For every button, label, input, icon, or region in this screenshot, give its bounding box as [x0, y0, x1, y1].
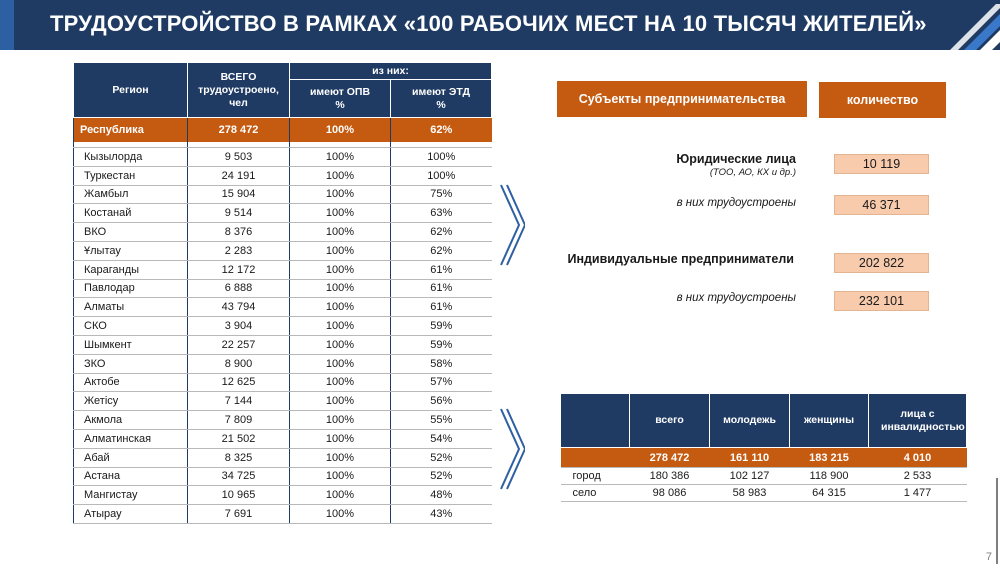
stats-row-label: село	[561, 485, 630, 502]
region-opv: 100%	[290, 411, 391, 430]
table-row	[74, 241, 492, 260]
region-name: Павлодар	[74, 279, 188, 298]
region-etd: 56%	[391, 392, 492, 411]
table-row	[74, 260, 492, 279]
region-total: 34 725	[188, 467, 290, 486]
stats-header-women: женщины	[790, 394, 869, 448]
region-total: 7 144	[188, 392, 290, 411]
total-row-republic	[74, 118, 492, 142]
stats-total-women: 183 215	[790, 448, 869, 468]
table-row	[74, 148, 492, 167]
region-name: Акмола	[74, 411, 188, 430]
header-opv: имеют ОПВ %	[290, 80, 391, 118]
stats-header-blank	[561, 394, 630, 448]
legal-employed-label: в них трудоустроены	[676, 197, 796, 209]
count-header: количество	[819, 82, 946, 118]
individual-entrepreneurs-label: Индивидуальные предприниматели	[567, 252, 794, 266]
stats-row-disabled: 1 477	[869, 485, 967, 502]
legal-entities-note: (ТОО, АО, КХ и др.)	[709, 167, 796, 178]
region-total: 9 514	[188, 204, 290, 223]
table-row	[74, 486, 492, 505]
region-name: ЗКО	[74, 354, 188, 373]
table-row	[74, 185, 492, 204]
stats-total-youth: 161 110	[710, 448, 790, 468]
region-opv: 100%	[290, 148, 391, 167]
chevron-right-icon	[499, 183, 525, 267]
region-etd: 59%	[391, 335, 492, 354]
region-opv: 100%	[290, 260, 391, 279]
region-name: Астана	[74, 467, 188, 486]
region-etd: 58%	[391, 354, 492, 373]
region-total: 6 888	[188, 279, 290, 298]
total-region-total: 278 472	[188, 118, 290, 142]
header-region: Регион	[74, 63, 188, 118]
page-title: ТРУДОУСТРОЙСТВО В РАМКАХ «100 РАБОЧИХ МЕСТ НА 10 ТЫСЯЧ ЖИТЕЛЕЙ»	[50, 11, 927, 36]
table-row	[74, 317, 492, 336]
region-etd: 62%	[391, 223, 492, 242]
region-total: 12 172	[188, 260, 290, 279]
total-region-name: Республика	[74, 118, 188, 142]
region-opv: 100%	[290, 467, 391, 486]
region-etd: 61%	[391, 279, 492, 298]
table-row	[74, 411, 492, 430]
region-etd: 59%	[391, 317, 492, 336]
table-row	[74, 448, 492, 467]
table-row	[74, 166, 492, 185]
region-name: Жамбыл	[74, 185, 188, 204]
table-row	[74, 505, 492, 524]
region-opv: 100%	[290, 354, 391, 373]
region-opv: 100%	[290, 429, 391, 448]
region-total: 7 691	[188, 505, 290, 524]
table-row	[74, 298, 492, 317]
individual-employed-label: в них трудоустроены	[676, 292, 796, 304]
table-row	[74, 467, 492, 486]
stats-total-total: 278 472	[630, 448, 710, 468]
region-etd: 57%	[391, 373, 492, 392]
individual-employed-count: 232 101	[834, 291, 929, 311]
region-name: ВКО	[74, 223, 188, 242]
region-opv: 100%	[290, 241, 391, 260]
region-name: Туркестан	[74, 166, 188, 185]
region-opv: 100%	[290, 317, 391, 336]
total-region-etd: 62%	[391, 118, 492, 142]
stats-header-disabled: лица с инвалидностью	[869, 394, 967, 448]
region-opv: 100%	[290, 279, 391, 298]
region-etd: 62%	[391, 241, 492, 260]
region-total: 24 191	[188, 166, 290, 185]
stats-total-label	[561, 448, 630, 468]
stats-row-total: 180 386	[630, 468, 710, 485]
region-opv: 100%	[290, 373, 391, 392]
legal-entities-label	[560, 152, 796, 178]
region-opv: 100%	[290, 505, 391, 524]
table-row	[74, 223, 492, 242]
region-total: 21 502	[188, 429, 290, 448]
stats-row-total: 98 086	[630, 485, 710, 502]
region-etd: 61%	[391, 298, 492, 317]
stats-row-women: 118 900	[790, 468, 869, 485]
region-etd: 52%	[391, 448, 492, 467]
legal-entities-count: 10 119	[834, 154, 929, 174]
region-name: Мангистау	[74, 486, 188, 505]
stats-total-row	[561, 448, 967, 468]
region-opv: 100%	[290, 204, 391, 223]
individual-count: 202 822	[834, 253, 929, 273]
table-row	[561, 485, 967, 502]
header-accent	[0, 0, 14, 50]
region-name: Алматы	[74, 298, 188, 317]
header-etd: имеют ЭТД %	[391, 80, 492, 118]
region-name: Актобе	[74, 373, 188, 392]
legal-employed-count: 46 371	[834, 195, 929, 215]
stats-row-label: город	[561, 468, 630, 485]
table-row	[74, 279, 492, 298]
table-row	[74, 354, 492, 373]
table-row	[74, 429, 492, 448]
region-etd: 75%	[391, 185, 492, 204]
region-opv: 100%	[290, 448, 391, 467]
region-total: 10 965	[188, 486, 290, 505]
region-etd: 54%	[391, 429, 492, 448]
stats-header-youth: молодежь	[710, 394, 790, 448]
region-total: 2 283	[188, 241, 290, 260]
table-row	[74, 335, 492, 354]
region-total: 8 900	[188, 354, 290, 373]
region-etd: 55%	[391, 411, 492, 430]
region-etd: 52%	[391, 467, 492, 486]
region-total: 7 809	[188, 411, 290, 430]
region-etd: 63%	[391, 204, 492, 223]
region-name: Атырау	[74, 505, 188, 524]
region-name: Кызылорда	[74, 148, 188, 167]
region-etd: 100%	[391, 166, 492, 185]
header-bar	[0, 0, 1000, 50]
region-opv: 100%	[290, 486, 391, 505]
region-name: Абай	[74, 448, 188, 467]
region-etd: 48%	[391, 486, 492, 505]
region-etd: 100%	[391, 148, 492, 167]
region-name: Караганды	[74, 260, 188, 279]
table-row	[74, 204, 492, 223]
region-total: 22 257	[188, 335, 290, 354]
region-name: Жетісу	[74, 392, 188, 411]
subjects-header: Субъекты предпринимательства	[557, 81, 807, 117]
stats-row-youth: 58 983	[710, 485, 790, 502]
region-total: 3 904	[188, 317, 290, 336]
region-total: 43 794	[188, 298, 290, 317]
region-name: Алматинская	[74, 429, 188, 448]
region-name: Шымкент	[74, 335, 188, 354]
stats-total-disabled: 4 010	[869, 448, 967, 468]
stats-row-youth: 102 127	[710, 468, 790, 485]
header-total: ВСЕГО трудоустроено, чел	[188, 63, 290, 118]
region-total: 15 904	[188, 185, 290, 204]
stats-header-total: всего	[630, 394, 710, 448]
total-region-opv: 100%	[290, 118, 391, 142]
region-opv: 100%	[290, 166, 391, 185]
region-name: Костанай	[74, 204, 188, 223]
table-row	[74, 392, 492, 411]
region-opv: 100%	[290, 298, 391, 317]
region-opv: 100%	[290, 185, 391, 204]
region-name: СКО	[74, 317, 188, 336]
region-opv: 100%	[290, 392, 391, 411]
page-number: 7	[985, 551, 992, 563]
table-row	[561, 468, 967, 485]
region-total: 12 625	[188, 373, 290, 392]
stats-row-disabled: 2 533	[869, 468, 967, 485]
region-total: 8 325	[188, 448, 290, 467]
region-opv: 100%	[290, 335, 391, 354]
edge-divider	[996, 478, 998, 564]
header-stripes-icon	[930, 0, 1000, 50]
regions-table	[73, 62, 492, 524]
stats-row-women: 64 315	[790, 485, 869, 502]
stats-table	[560, 393, 967, 502]
table-row	[74, 373, 492, 392]
region-etd: 43%	[391, 505, 492, 524]
region-name: Ұлытау	[74, 241, 188, 260]
legal-entities-title: Юридические лица	[676, 152, 796, 166]
region-etd: 61%	[391, 260, 492, 279]
chevron-right-icon	[499, 407, 525, 491]
region-total: 9 503	[188, 148, 290, 167]
region-total: 8 376	[188, 223, 290, 242]
region-opv: 100%	[290, 223, 391, 242]
header-of-which: из них:	[290, 63, 492, 80]
